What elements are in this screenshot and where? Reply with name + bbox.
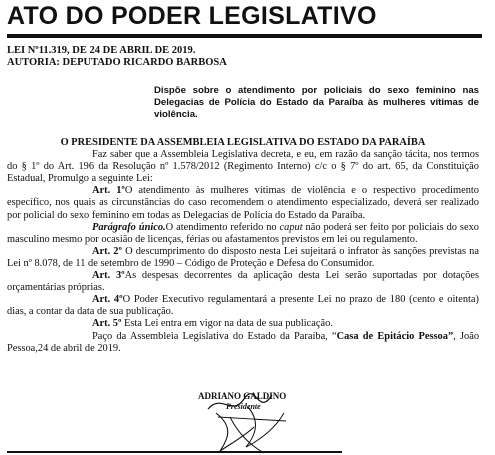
sole-paragraph-label: Parágrafo único. [92, 221, 166, 233]
signature-title: Presidente [226, 402, 261, 411]
article-2-label: Art. 2º [92, 245, 122, 257]
article-4-text: O Poder Executivo regulamentará a presente Lei no prazo de 180 (cento e oitenta) dias, a contar da data de sua publicação. [7, 294, 479, 318]
sole-paragraph-text-2: não poderá ser feito por policiais do sexo masculino mesmo por ocasião de licenças, férias ou afastamentos previstos em lei ou regulamento. [7, 221, 479, 245]
article-4 [7, 294, 479, 318]
closing-text-1: Paço da Assembleia Legislativa do Estado da Paraíba, “ [92, 330, 337, 342]
closing-text-bold: Casa de Epitácio Pessoa” [336, 330, 454, 342]
president-heading: O PRESIDENTE DA ASSEMBLEIA LEGISLATIVA DO ESTADO DA PARAÍBA [60, 137, 426, 148]
article-1-label: Art. 1º [92, 185, 125, 197]
article-5 [7, 318, 479, 330]
article-2-text: O descumprimento do disposto nesta Lei sujeitará o infrator às sanções previstas na Lei nº 8.078, de 11 de setembro de 1990 – Código de Proteção e Defesa do Consumidor. [7, 245, 479, 269]
law-number: LEI Nº11.319, DE 24 DE ABRIL DE 2019. [7, 45, 196, 56]
law-summary: Dispõe sobre o atendimento por policiais do sexo feminino nas Delegacias de Polícia do Estado da Paraíba às mulheres vítimas de violência. [154, 85, 479, 120]
bottom-rule [7, 451, 342, 453]
sole-paragraph [7, 222, 479, 246]
closing-text-2: , João Pessoa,24 de abril de 2019. [7, 330, 480, 354]
article-3-label: Art. 3º [92, 270, 125, 282]
sole-paragraph-text-1: O atendimento referido no [165, 221, 280, 233]
article-5-label: Art. 5º [92, 318, 122, 330]
law-author: AUTORIA: DEPUTADO RICARDO BARBOSA [7, 57, 227, 68]
article-3 [7, 270, 479, 294]
article-1-text: O atendimento às mulheres vítimas de violência e o respectivo procedimento específico, nos quais as circunstâncias do caso recomendem o atendimento especializado, deverá ser realizado por policial do sexo feminino em todas as Delegacias de Polícia do Estado da Paraíba. [7, 185, 479, 221]
signature-name: ADRIANO GALDINO [198, 391, 287, 401]
article-1 [7, 185, 479, 221]
title-rule [7, 34, 482, 38]
sole-paragraph-caput: caput [279, 221, 303, 233]
law-body [7, 137, 479, 355]
article-4-label: Art. 4º [92, 294, 123, 306]
article-2 [7, 246, 479, 270]
page-title: ATO DO PODER LEGISLATIVO [7, 2, 377, 30]
article-5-text: Esta Lei entra em vigor na data de sua publicação. [121, 318, 333, 330]
intro-paragraph: Faz saber que a Assembleia Legislativa decreta, e eu, em razão da sanção tácita, nos termos do § 1º do Art. 196 da Resolução nº 1.578/2012 (Regimento Interno) c/c o § 7º do art. 65, da Constituição Estadual, Promulgo a seguinte Lei: [7, 149, 479, 185]
closing-paragraph [7, 331, 479, 355]
article-3-text: As despesas decorrentes da aplicação desta Lei serão suportadas por dotações orçamentárias próprias. [7, 270, 479, 294]
signature-block [188, 387, 328, 455]
